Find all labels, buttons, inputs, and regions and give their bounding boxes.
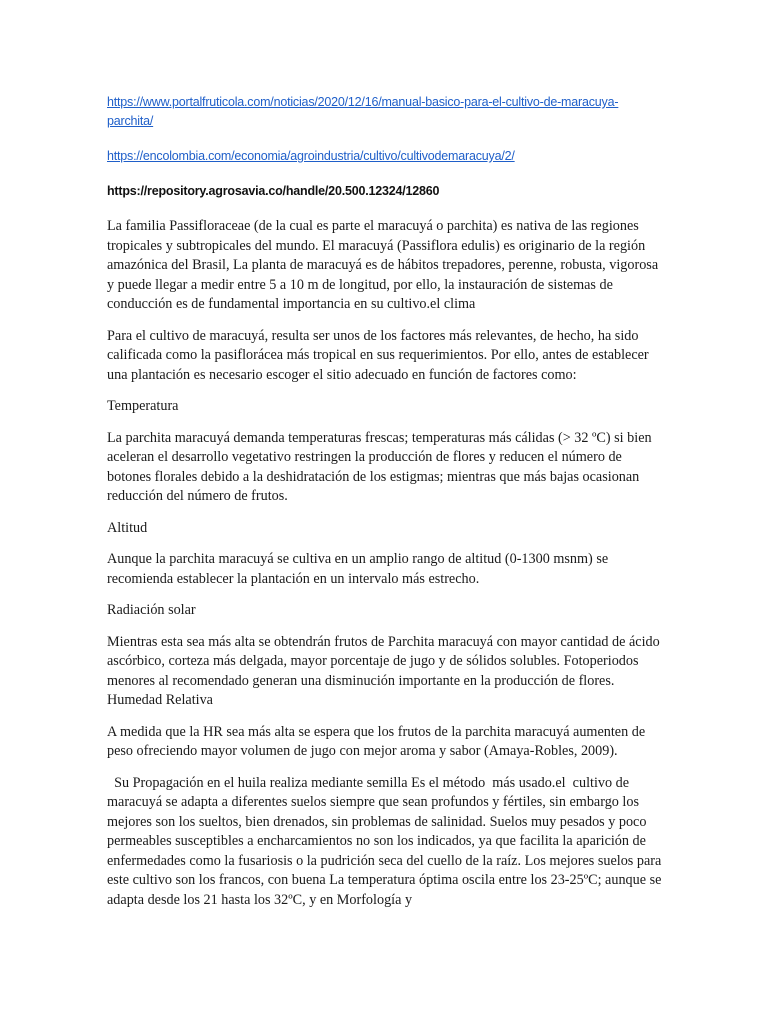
reference-link-agrosavia: https://repository.agrosavia.co/handle/20.500.12324/12860 [107,184,440,198]
radiation-paragraph: Mientras esta sea más alta se obtendrán frutos de Parchita maracuyá con mayor cantidad de ácido ascórbico, corteza más delgada, mayor porcentaje de jugo y de sólidos solubles. Fotoperiodos menores al recomendado generan una disminución importante en la producción de flores. [107,633,660,689]
altitude-paragraph: Aunque la parchita maracuyá se cultiva en un amplio rango de altitud (0-1300 msnm) se recomienda establecer la plantación en un intervalo más estrecho. [107,551,609,587]
humidity-paragraph: A medida que la HR sea más alta se espera que los frutos de la parchita maracuyá aumenten de peso ofreciendo mayor volumen de jugo con mejor aroma y sabor (Amaya-Robles, 2009). [107,723,646,759]
document-page [107,93,663,922]
factors-paragraph: Para el cultivo de maracuyá, resulta ser unos de los factores más relevantes, de hecho, ha sido calificada como la pasiflorácea más tropical en sus requerimientos. Por ello, antes de establecer una plantación es necesario escoger el sitio adecuado en función de factores como: [107,327,649,383]
reference-link-encolombia[interactable]: https://encolombia.com/economia/agroindustria/cultivo/cultivodemaracuya/2/ [107,149,515,163]
intro-paragraph: La familia Passifloraceae (de la cual es parte el maracuyá o parchita) es nativa de las regiones tropicales y subtropicales del mundo. El maracuyá (Passiflora edulis) es originario de la región amazónica del Brasil, La planta de maracuyá es de hábitos trepadores, perenne, robusta, vigorosa y puede llegar a medir entre 5 a 10 m de longitud, por ello, la instauración de sistemas de conducción es de fundamental importancia en su cultivo.el clima [107,218,659,312]
temperature-heading: Temperatura [107,398,179,414]
radiation-heading: Radiación solar [107,602,196,618]
propagation-paragraph: Su Propagación en el huila realiza mediante semilla Es el método más usado.el cultivo de maracuyá se adapta a diferentes suelos siempre que sean profundos y fértiles, sin embargo los mejores son los sueltos, bien drenados, sin problemas de salinidad. Suelos muy pesados y poco permeables susceptibles a encharcamientos no son los indicados, ya que facilita la aparición de enfermedades como la fusariosis o la pudrición seca del cuello de la raíz. Los mejores suelos para este cultivo son los francos, con buena La temperatura óptima oscila entre los 23-25ºC; aunque se adapta desde los 21 hasta los 32ºC, y en Morfología y [107,774,665,908]
reference-link-portalfruticola[interactable]: https://www.portalfruticola.com/noticias/2020/12/16/manual-basico-para-el-cultivo-de-maracuya-parchita/ [107,95,619,128]
humidity-heading: Humedad Relativa [107,692,213,708]
altitude-heading: Altitud [107,519,148,536]
temperature-paragraph: La parchita maracuyá demanda temperaturas frescas; temperaturas más cálidas (> 32 ºC) si bien aceleran el desarrollo vegetativo restringen la producción de flores y reducen el número de botones florales debido a la deshidratación de los estigmas; mientras que más bajas ocasionan reducción del número de frutos. [107,429,652,504]
